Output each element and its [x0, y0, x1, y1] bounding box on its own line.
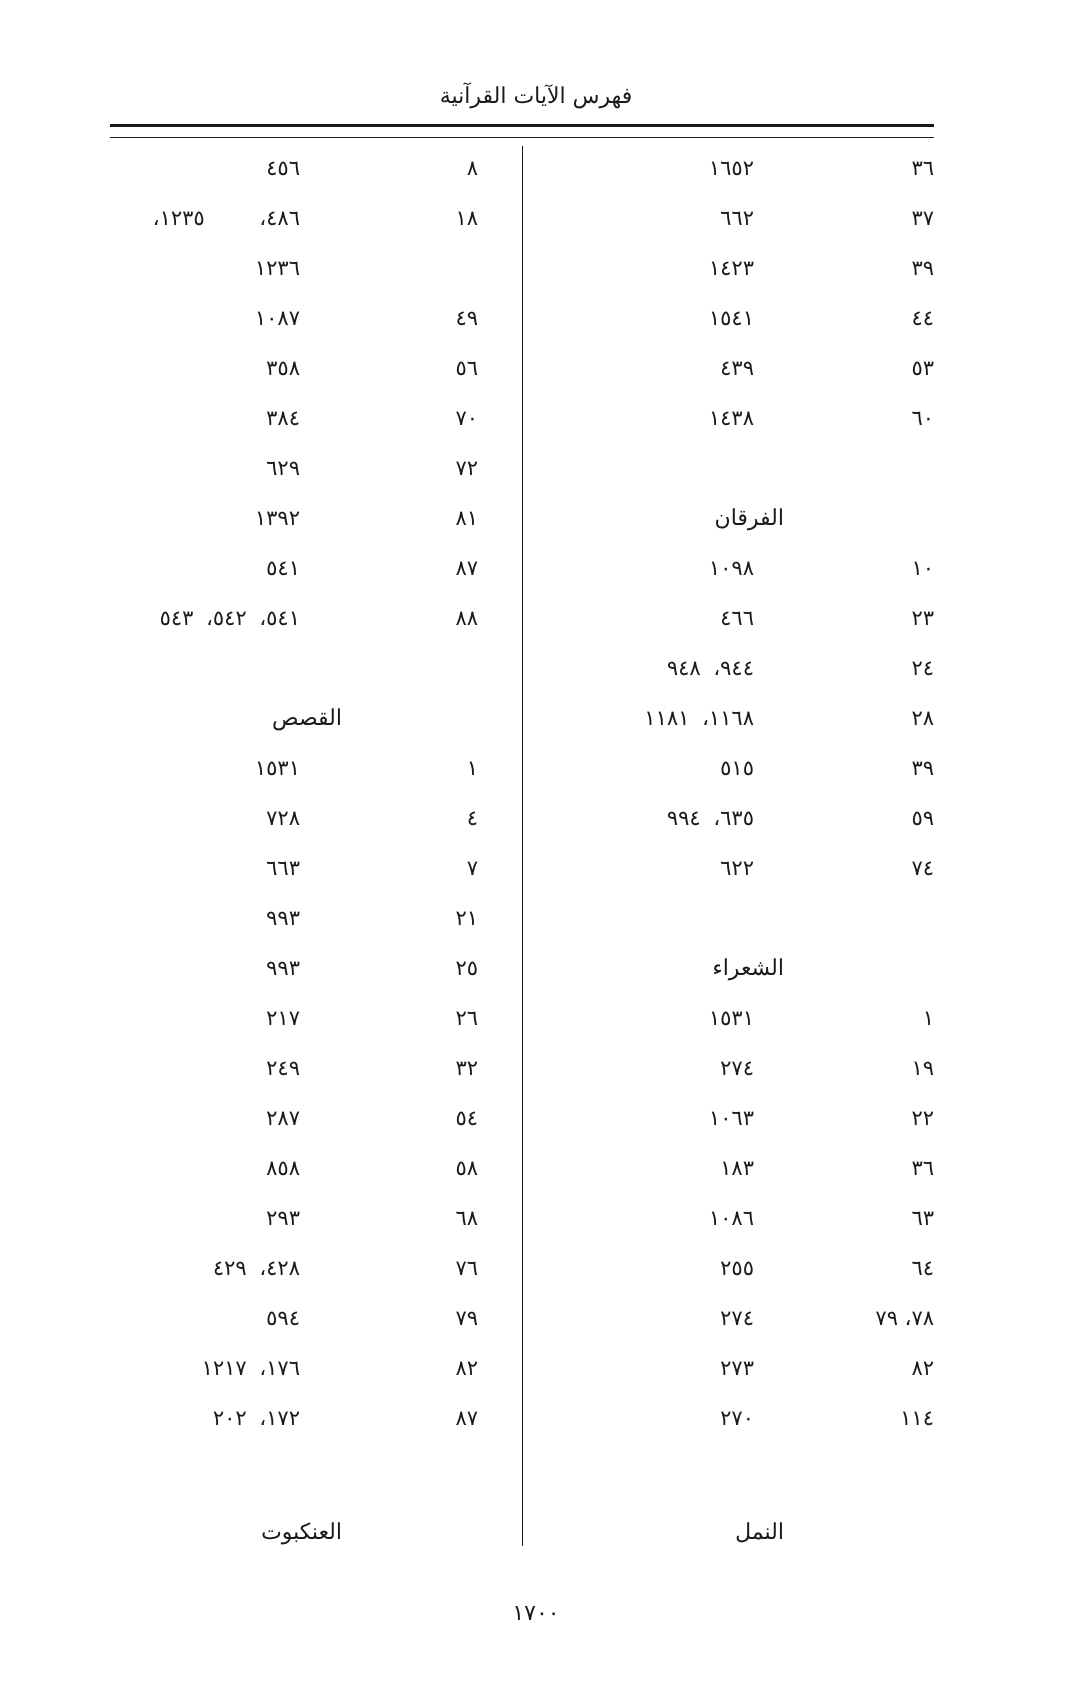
verse-number: ٧	[466, 856, 478, 880]
verse-number: ٢٨	[911, 706, 934, 730]
page-references: ٥٤١	[266, 556, 300, 580]
page-references: ٢٨٧	[266, 1106, 300, 1130]
page-references: ١٨٣	[720, 1156, 754, 1180]
page-references: ٥١٥	[720, 756, 754, 780]
index-entry-row	[522, 1244, 934, 1294]
surah-heading-row	[522, 944, 934, 994]
page-references: ٢٧٤	[720, 1056, 754, 1080]
section-spacer	[110, 644, 522, 694]
verse-number: ٧٠	[455, 406, 478, 430]
index-entry-row	[522, 144, 934, 194]
section-spacer	[522, 894, 934, 944]
index-entry-row	[522, 994, 934, 1044]
page-references: ٦٦٣	[266, 856, 300, 880]
verse-number: ١	[922, 1006, 934, 1030]
verse-number: ٣٩	[911, 256, 934, 280]
verse-number: ٥٤	[455, 1106, 478, 1130]
verse-number: ٨٧	[455, 1406, 478, 1430]
verse-number: ٥٣	[911, 356, 934, 380]
page-references: ٥٩٤	[266, 1306, 300, 1330]
page-references: ٦٢٢	[720, 856, 754, 880]
page-references: ٩٩٣	[266, 906, 300, 930]
index-entry-row	[522, 244, 934, 294]
index-entry-row	[522, 1094, 934, 1144]
verse-number: ٦٤	[911, 1256, 934, 1280]
verse-number: ٥٨	[455, 1156, 478, 1180]
verse-number: ١٩	[911, 1056, 934, 1080]
page-references: ٩٤٤، ٩٤٨	[666, 656, 754, 680]
page-references: ٦٣٥، ٩٩٤	[666, 806, 754, 830]
verse-number: ٧٨، ٧٩	[875, 1306, 934, 1330]
verse-number: ٤	[466, 806, 478, 830]
page-references: ٥٤١، ٥٤٢، ٥٤٣	[159, 606, 300, 630]
index-entry-row	[110, 844, 522, 894]
verse-number: ٧٢	[455, 456, 478, 480]
index-entry-row	[110, 1044, 522, 1094]
verse-number: ٢٥	[455, 956, 478, 980]
verse-number: ٢٦	[455, 1006, 478, 1030]
page-references: ١٠٨٦	[708, 1206, 754, 1230]
verse-number: ٤٤	[911, 306, 934, 330]
page-references: ٤٦٦	[720, 606, 754, 630]
page-references: ١٥٣١	[254, 756, 300, 780]
page-references: ١٠٨٧	[254, 306, 300, 330]
header-rule-thick	[110, 124, 934, 127]
page-references: ١١٦٨، ١١٨١	[644, 706, 754, 730]
index-entry-row	[522, 544, 934, 594]
page-references: ٢١٧	[266, 1006, 300, 1030]
index-entry-row	[522, 294, 934, 344]
verse-number: ٧٦	[455, 1256, 478, 1280]
index-entry-row	[522, 844, 934, 894]
index-entry-row	[522, 1044, 934, 1094]
page-references: ٢٧٣	[720, 1356, 754, 1380]
verse-number: ١١٤	[900, 1406, 934, 1430]
verse-number: ٢٢	[911, 1106, 934, 1130]
page-references: ٢٧٤	[720, 1306, 754, 1330]
index-entry-row	[110, 194, 522, 244]
index-entry-row	[522, 1344, 934, 1394]
surah-title: العنكبوت	[261, 1520, 342, 1545]
verse-number: ٣٩	[911, 756, 934, 780]
index-entry-row	[522, 394, 934, 444]
index-entry-row	[522, 1144, 934, 1194]
page-references: ٤٣٩	[720, 356, 754, 380]
index-entry-row	[522, 644, 934, 694]
verse-number: ٨١	[455, 506, 478, 530]
verse-number: ١٠	[911, 556, 934, 580]
page-references: ٤٨٦، ١٢٣٥،	[152, 206, 300, 230]
surah-heading-row	[522, 494, 934, 544]
index-entry-row	[110, 794, 522, 844]
verse-number: ٣٦	[911, 1156, 934, 1180]
index-entry-row	[110, 994, 522, 1044]
section-spacer	[522, 444, 934, 494]
page-number: ١٧٠٠	[512, 1601, 560, 1626]
index-entry-row	[110, 894, 522, 944]
index-entry-row	[110, 144, 522, 194]
surah-title: النمل	[735, 1520, 784, 1545]
surah-heading-row	[110, 1508, 522, 1558]
verse-number: ١٨	[455, 206, 478, 230]
page-references: ١٠٩٨	[708, 556, 754, 580]
verse-number: ٣٧	[911, 206, 934, 230]
index-entry-row	[522, 594, 934, 644]
verse-number: ٨٢	[911, 1356, 934, 1380]
index-entry-row	[110, 344, 522, 394]
index-entry-row	[110, 594, 522, 644]
page-references: ١٥٤١	[708, 306, 754, 330]
verse-number: ٣٦	[911, 156, 934, 180]
page-references: ٤٥٦	[266, 156, 300, 180]
header-rule-thin	[110, 137, 934, 138]
index-entry-row	[522, 694, 934, 744]
page-references: ١٣٩٢	[254, 506, 300, 530]
index-entry-row	[110, 1344, 522, 1394]
index-entry-row	[110, 1194, 522, 1244]
index-entry-row	[110, 1144, 522, 1194]
page-references: ٣٥٨	[266, 356, 300, 380]
index-entry-row	[522, 1294, 934, 1344]
verse-number: ٢٤	[911, 656, 934, 680]
surah-title: الفرقان	[714, 506, 784, 531]
left-column	[110, 144, 522, 1558]
index-entry-row	[110, 744, 522, 794]
index-entry-row	[522, 794, 934, 844]
page-references: ١٢٣٦	[254, 256, 300, 280]
index-entry-row	[110, 944, 522, 994]
index-entry-row	[110, 1094, 522, 1144]
section-spacer	[522, 1444, 934, 1508]
page-references: ١٤٣٨	[708, 406, 754, 430]
index-entry-row	[110, 244, 522, 294]
page-references: ٦٦٢	[720, 206, 754, 230]
surah-heading-row	[522, 1508, 934, 1558]
page-references: ٢٩٣	[266, 1206, 300, 1230]
page-references: ١٧٢، ٢٠٢	[212, 1406, 300, 1430]
verse-number: ١	[466, 756, 478, 780]
page-references: ٢٤٩	[266, 1056, 300, 1080]
verse-number: ٢٣	[911, 606, 934, 630]
surah-title: الشعراء	[712, 956, 784, 981]
verse-number: ٧٩	[455, 1306, 478, 1330]
surah-title: القصص	[272, 706, 342, 731]
page-references: ٢٥٥	[720, 1256, 754, 1280]
verse-number: ٨٧	[455, 556, 478, 580]
index-entry-row	[522, 194, 934, 244]
index-entry-row	[522, 344, 934, 394]
verse-number: ٥٩	[911, 806, 934, 830]
index-entry-row	[110, 444, 522, 494]
index-entry-row	[522, 1394, 934, 1444]
index-entry-row	[110, 1294, 522, 1344]
index-entry-row	[110, 394, 522, 444]
index-entry-row	[110, 494, 522, 544]
page-references: ٢٧٠	[720, 1406, 754, 1430]
index-entry-row	[522, 744, 934, 794]
index-entry-row	[110, 1244, 522, 1294]
verse-number: ٤٩	[455, 306, 478, 330]
page-references: ١٤٢٣	[708, 256, 754, 280]
page-references: ٧٢٨	[266, 806, 300, 830]
verse-number: ٦٣	[911, 1206, 934, 1230]
page-references: ٣٨٤	[266, 406, 300, 430]
verse-number: ٨٨	[455, 606, 478, 630]
verse-number: ٧٤	[911, 856, 934, 880]
verse-number: ٨٢	[455, 1356, 478, 1380]
page-references: ٤٢٨، ٤٢٩	[212, 1256, 300, 1280]
verse-number: ٣٢	[455, 1056, 478, 1080]
page-references: ١٧٦، ١٢١٧	[201, 1356, 300, 1380]
verse-number: ٨	[466, 156, 478, 180]
index-entry-row	[110, 1394, 522, 1444]
page-references: ١٠٦٣	[708, 1106, 754, 1130]
section-spacer	[110, 1444, 522, 1508]
index-entry-row	[522, 1194, 934, 1244]
index-entry-row	[110, 294, 522, 344]
verse-number: ٢١	[455, 906, 478, 930]
right-column	[522, 144, 934, 1558]
verse-number: ٦٨	[455, 1206, 478, 1230]
page-references: ١٦٥٢	[708, 156, 754, 180]
page-header-title: فهرس الآيات القرآنية	[439, 84, 633, 109]
page-references: ٨٥٨	[266, 1156, 300, 1180]
index-entry-row	[110, 544, 522, 594]
page-references: ٩٩٣	[266, 956, 300, 980]
page-references: ٦٢٩	[266, 456, 300, 480]
surah-heading-row	[110, 694, 522, 744]
verse-number: ٦٠	[911, 406, 934, 430]
page-references: ١٥٣١	[708, 1006, 754, 1030]
verse-number: ٥٦	[455, 356, 478, 380]
